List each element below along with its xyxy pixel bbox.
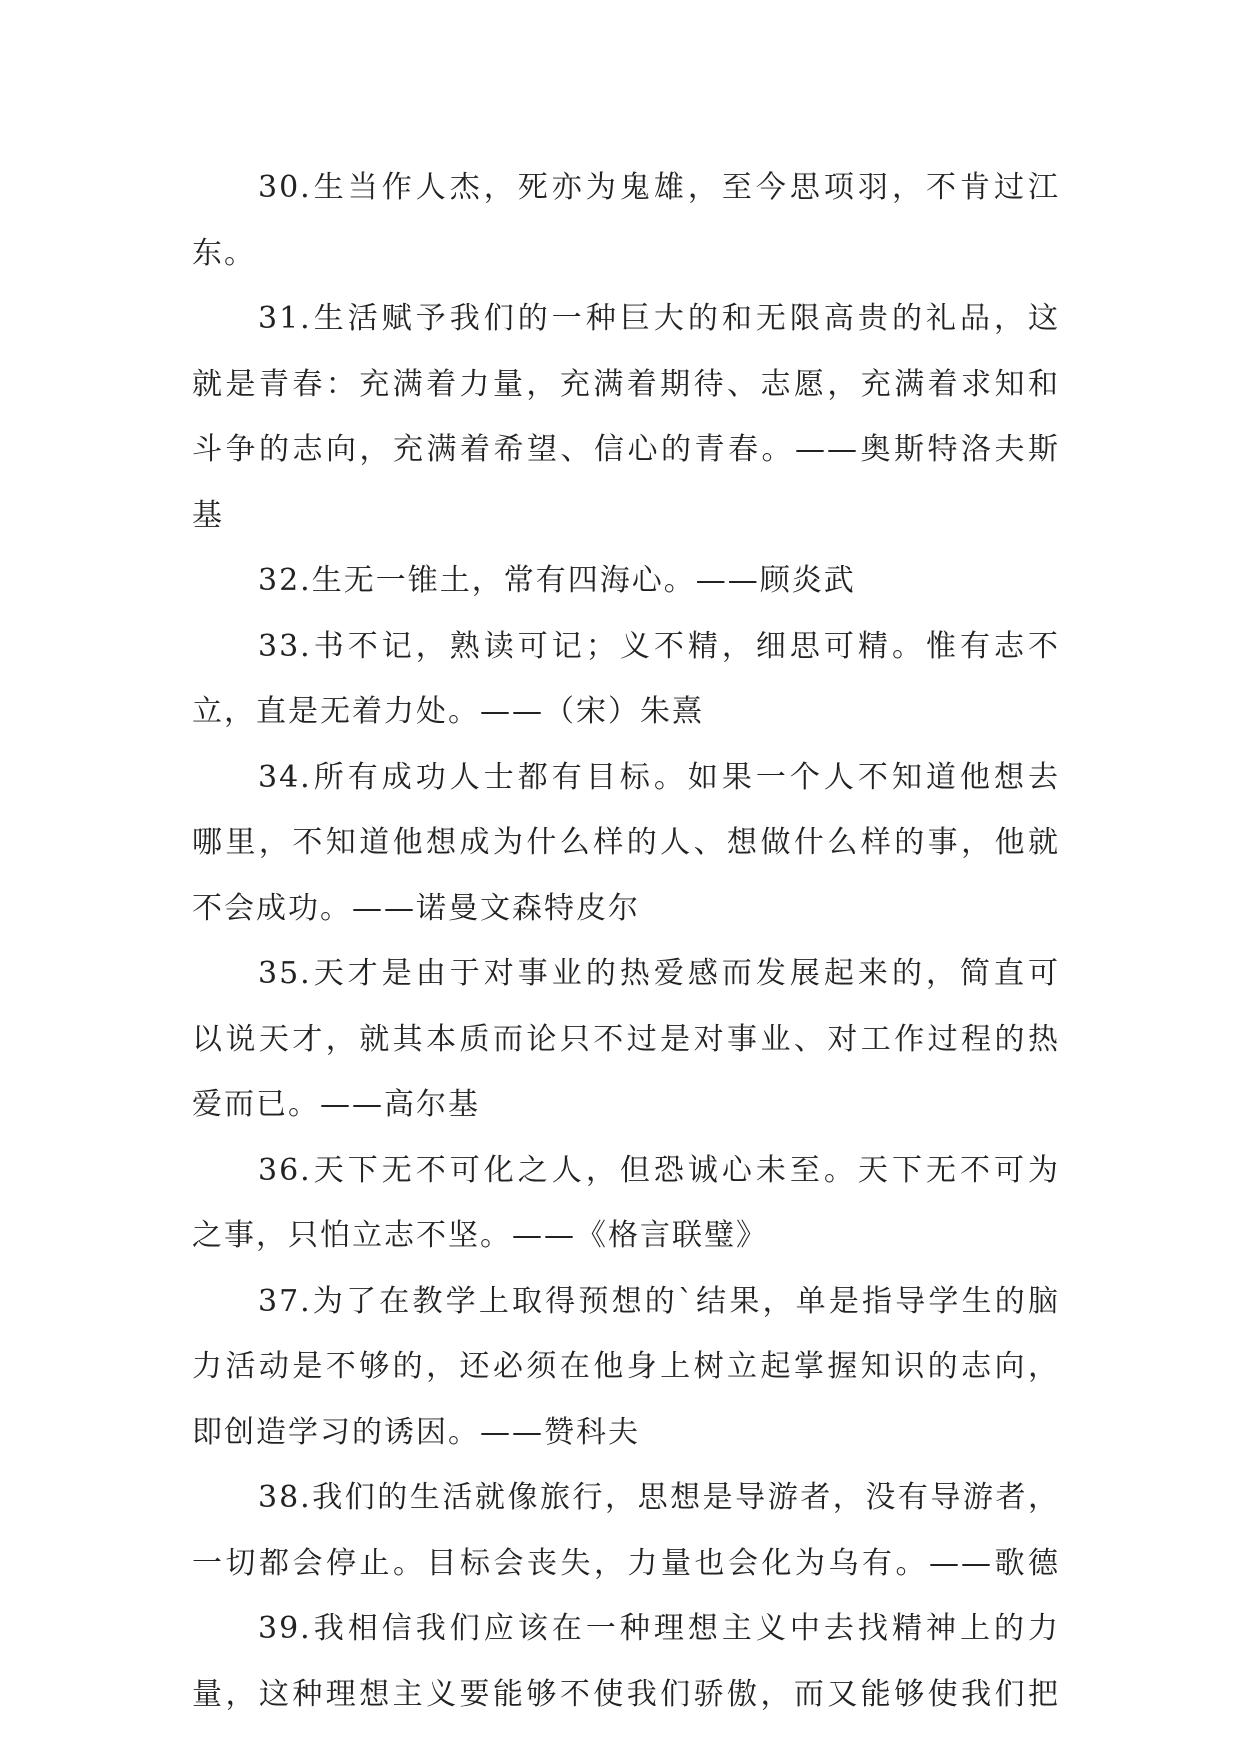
quote-paragraph-33 [192, 614, 1060, 745]
quote-paragraph-31 [192, 286, 1060, 548]
text-line: 31.生活赋予我们的一种巨大的和无限高贵的礼品，这 [258, 301, 1060, 336]
text-line: 30.生当作人杰，死亦为鬼雄，至今思项羽，不肯过江 [258, 170, 1060, 205]
document-body [192, 155, 1060, 1727]
text-line: 立，直是无着力处。——（宋）朱熹 [192, 694, 704, 729]
quote-paragraph-34 [192, 745, 1060, 942]
text-line: 爱而已。——高尔基 [192, 1087, 480, 1122]
text-line: 基 [192, 497, 224, 533]
text-line: 一切都会停止。目标会丧失，力量也会化为乌有。——歌德 [192, 1545, 1060, 1581]
text-line: 不会成功。——诺曼文森特皮尔 [192, 890, 640, 926]
text-line: 力活动是不够的，还必须在他身上树立起掌握知识的志向， [192, 1349, 1060, 1384]
text-line: 东。 [192, 235, 256, 271]
text-line: 哪里，不知道他想成为什么样的人、想做什么样的事，他就 [192, 825, 1060, 860]
quote-paragraph-32 [192, 548, 1060, 614]
quote-paragraph-38 [192, 1465, 1060, 1596]
text-line: 36.天下无不可化之人，但恐诚心未至。天下无不可为 [258, 1152, 1060, 1188]
text-line: 37.为了在教学上取得预想的`结果，单是指导学生的脑 [258, 1283, 1060, 1319]
text-line: 以说天才，就其本质而论只不过是对事业、对工作过程的热 [192, 1021, 1060, 1057]
text-line: 38.我们的生活就像旅行，思想是导游者，没有导游者， [258, 1480, 1060, 1515]
quote-paragraph-30 [192, 155, 1060, 286]
quote-paragraph-37 [192, 1269, 1060, 1466]
text-line: 即创造学习的诱因。——赞科夫 [192, 1414, 640, 1450]
text-line: 就是青春：充满着力量，充满着期待、志愿，充满着求知和 [192, 366, 1060, 402]
text-line: 33.书不记，熟读可记；义不精，细思可精。惟有志不 [258, 628, 1060, 664]
text-line: 34.所有成功人士都有目标。如果一个人不知道他想去 [258, 759, 1060, 795]
text-line: 之事，只怕立志不坚。——《格言联璧》 [192, 1218, 768, 1253]
text-line: 39.我相信我们应该在一种理想主义中去找精神上的力 [258, 1611, 1060, 1646]
quote-paragraph-35 [192, 941, 1060, 1138]
text-line: 量，这种理想主义要能够不使我们骄傲，而又能够使我们把 [192, 1676, 1060, 1712]
quote-paragraph-36 [192, 1138, 1060, 1269]
quote-paragraph-39 [192, 1596, 1060, 1727]
text-line: 32.生无一锥土，常有四海心。——顾炎武 [258, 563, 856, 598]
text-line: 斗争的志向，充满着希望、信心的青春。——奥斯特洛夫斯 [192, 432, 1060, 467]
text-line: 35.天才是由于对事业的热爱感而发展起来的，简直可 [258, 956, 1060, 991]
